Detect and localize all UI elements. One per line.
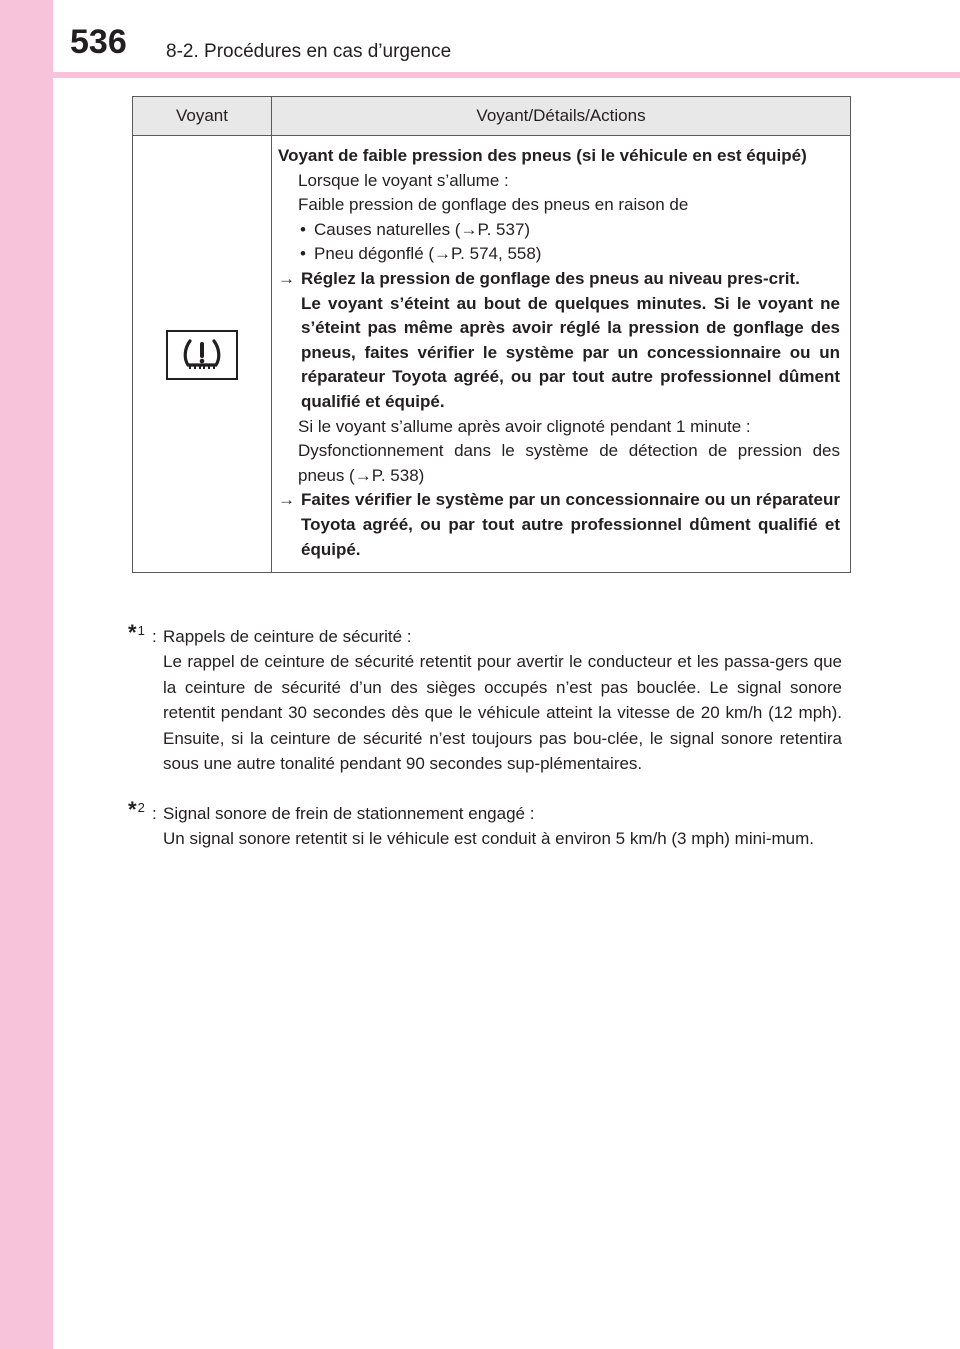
warning-title: Voyant de faible pression des pneus (si le véhicule en est équipé) xyxy=(278,146,807,165)
footnote-colon: : xyxy=(152,627,157,646)
cause-intro: Faible pression de gonflage des pneus en raison de xyxy=(298,195,689,215)
warning-light-table xyxy=(132,96,851,573)
footnote-2 xyxy=(128,797,842,852)
footnote-body: Le rappel de ceinture de sécurité retentit pour avertir le conducteur et les passa-gers que la ceinture de sécurité d’un des sièges occupés n’est pas bouclée. Le signal sonore retentit pendant 30 secondes dès que le véhicule atteint la vitesse de 20 km/h (12 mph). Ensuite, si la ceinture de sécurité n’est toujours pas bou-clée, le signal sonore retentira sous une autre tonalité pendant 90 secondes sup-plémentaires. xyxy=(163,652,842,774)
action-text: Réglez la pression de gonflage des pneus au niveau pres-crit. xyxy=(301,268,800,288)
condition-text: Lorsque le voyant s’allume : xyxy=(298,170,509,190)
page-number: 536 xyxy=(70,23,127,61)
action-text: Faites vérifier le système par un concessionnaire ou un réparateur Toyota agréé, ou par tout autre professionnel dûment qualifié et équipé. xyxy=(301,490,840,559)
footnote-title: Rappels de ceinture de sécurité : xyxy=(163,627,412,646)
icon-cell xyxy=(133,136,272,573)
list-item: • Pneu dégonflé (→P. 574, 558) xyxy=(278,242,840,267)
tire-pressure-warning-icon xyxy=(166,330,238,380)
arrow-icon: → xyxy=(278,268,295,288)
action-text: Le voyant s’éteint au bout de quelques minutes. Si le voyant ne s’éteint pas même après avoir réglé la pression de gonflage des pneus, faites vérifier le système par un concessionnaire ou un réparateur Toyota agréé, ou par tout autre professionnel dûment qualifié et équipé. xyxy=(301,293,840,411)
list-item: • Causes naturelles (→P. 537) xyxy=(278,218,840,243)
footnote-marker: *$^2$ xyxy=(128,797,145,822)
action-item xyxy=(278,488,840,562)
malfunction-text: Dysfonctionnement dans le système de détection de pression des pneus (→P. 538) xyxy=(298,441,840,485)
header-rule xyxy=(0,72,960,78)
arrow-icon: → xyxy=(278,490,295,510)
column-header-voyant: Voyant xyxy=(133,97,272,136)
footnote-body: Un signal sonore retentit si le véhicule est conduit à environ 5 km/h (3 mph) mini-mum. xyxy=(163,829,815,849)
left-margin-band xyxy=(0,0,53,1349)
section-title: 8-2. Procédures en cas d’urgence xyxy=(166,41,452,62)
footnote-marker: *$^1$ xyxy=(128,620,145,645)
details-cell xyxy=(272,136,851,573)
footnote-title: Signal sonore de frein de stationnement engagé : xyxy=(163,804,535,823)
column-header-details: Voyant/Détails/Actions xyxy=(272,97,851,136)
footnote-1 xyxy=(128,620,842,776)
table-header-row xyxy=(133,97,851,136)
table-row xyxy=(133,136,851,573)
condition-text: Si le voyant s’allume après avoir clignoté pendant 1 minute : xyxy=(298,416,751,436)
footnote-colon: : xyxy=(152,804,157,823)
action-item xyxy=(278,267,840,415)
